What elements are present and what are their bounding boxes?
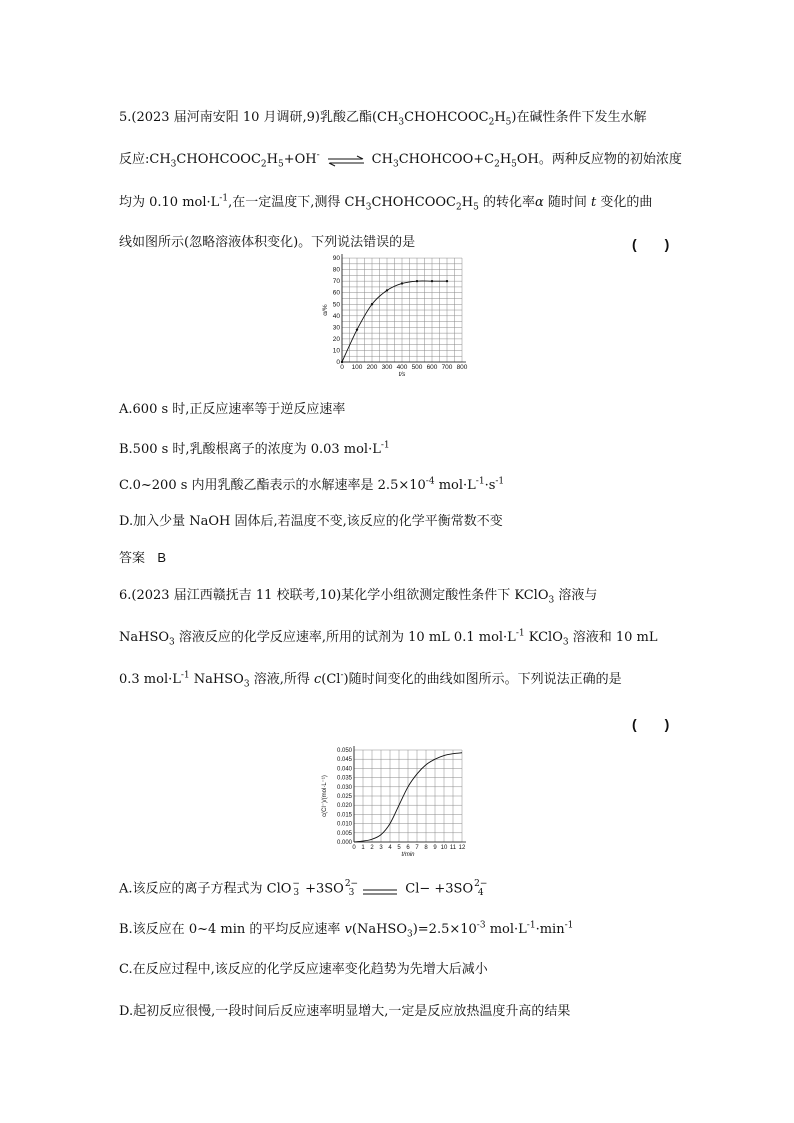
y-tick-label: 0.000 [336, 840, 352, 846]
y-tick-label: 70 [332, 278, 340, 286]
q6-stem-line-1: 6.(2023 届江西赣抚吉 11 校联考,10)某化学小组欲测定酸性条件下 KClO$_3$ 溶液与 [119, 588, 598, 606]
data-point [416, 280, 418, 282]
x-axis-label: t/min [401, 852, 415, 858]
q5-option-c: C.0~200 s 内用乳酸乙酯表示的水解速率是 $2.5\times 10^{-4}$ $mol\cdot L^{-1}\cdot s^{-1}$ [119, 476, 505, 493]
q5-stem-line-1: 5.(2023 届河南安阳 10 月调研,9)乳酸乙酯$(CH_3CHOHCOOC_2H_5)$在碱性条件下发生水解 [119, 110, 647, 128]
q6-option-b: B.该反应在 0~4 min 的平均反应速率 $v(NaHSO_3)=2.5\times 10^{-3}$ $mol\cdot L^{-1}\cdot\min^{-1}$ [119, 920, 574, 940]
q6-answer-bracket: ( ) [632, 716, 670, 732]
y-tick-label: 0.015 [336, 812, 352, 819]
q6-option-a: A.该反应的离子方程式为 ClO − 3 +3SO 2− 3 Cl− +3SO 2− 4 [119, 879, 488, 898]
q5-stem-line-4: 线如图所示(忽略溶液体积变化)。下列说法错误的是 [119, 235, 416, 250]
data-point [356, 328, 358, 330]
x-tick-label: 200 [366, 364, 378, 371]
x-tick-label: 700 [441, 364, 453, 371]
q5-option-d: D.加入少量 NaOH 固体后,若温度不变,该反应的化学平衡常数不变 [119, 514, 503, 529]
q5-stem-line-3: 均为 0.10 $mol\cdot L^{-1}$,在一定温度下,测得 $CH_3CHOHCOOC_2H_5$ 的转化率α 随时间 t 变化的曲 [119, 193, 653, 213]
x-tick-label: 500 [411, 364, 423, 371]
x-tick-label: 4 [388, 845, 392, 851]
x-tick-label: 300 [381, 364, 393, 371]
reaction-equals-icon [363, 885, 397, 893]
data-point [401, 282, 403, 284]
y-tick-label: 0.005 [336, 830, 352, 837]
y-tick-label: 80 [332, 266, 340, 274]
data-point [431, 280, 433, 282]
y-tick-label: 30 [332, 324, 340, 332]
q5-option-a: A.600 s 时,正反应速率等于逆反应速率 [119, 402, 346, 417]
chloride-concentration-vs-time-chart [318, 744, 478, 866]
y-tick-label: 0.025 [336, 794, 352, 800]
data-point [371, 303, 373, 305]
q5-option-b: B.500 s 时,乳酸根离子的浓度为 0.03 $mol\cdot L^{-1}$ [119, 440, 390, 457]
y-tick-label: 60 [332, 289, 340, 297]
y-tick-label: 0.020 [336, 803, 352, 810]
q6-stem-line-2: NaHSO$_3$ 溶液反应的化学反应速率,所用的试剂为 10 mL 0.1 $mol\cdot L^{-1}$ KClO$_3$ 溶液和 10 mL [119, 628, 658, 648]
x-tick-label: 5 [397, 845, 401, 851]
y-tick-label: 40 [332, 312, 340, 320]
x-tick-label: 1 [361, 845, 365, 851]
data-point [386, 289, 388, 291]
q6-stem-line-3: 0.3 $mol\cdot L^{-1}$ NaHSO$_3$ 溶液,所得 c(Cl-)随时间变化的曲线如图所示。下列说法正确的是 [119, 670, 622, 690]
x-tick-label: 3 [379, 845, 383, 851]
y-tick-label: 20 [332, 335, 340, 343]
y-tick-label: 0.050 [336, 748, 352, 754]
conversion-vs-time-chart [318, 255, 478, 384]
x-tick-label: 0 [340, 364, 344, 371]
x-tick-label: 400 [396, 364, 408, 371]
q5-answer: 答案 B [119, 550, 167, 565]
q5-stem-line-2: 反应$:CH_3CHOHCOOC_2H_5+OH^-$ $CH_3CHOHCOO+C_2H_5OH$。两种反应物的初始浓度 [119, 150, 682, 170]
x-tick-label: 6 [406, 845, 410, 851]
x-tick-label: 100 [351, 364, 363, 371]
y-axis-label: c(Cl⁻)/(mol·L⁻¹) [322, 775, 328, 817]
y-tick-label: 0.035 [336, 775, 352, 782]
data-point [446, 280, 448, 282]
x-tick-label: 11 [449, 845, 457, 851]
y-tick-label: 0 [336, 359, 340, 366]
y-tick-label: 0.010 [336, 821, 352, 828]
q5-answer-bracket: ( ) [632, 236, 670, 252]
x-tick-label: 12 [458, 845, 466, 851]
x-tick-label: 2 [370, 845, 374, 851]
x-tick-label: 8 [424, 845, 428, 851]
x-tick-label: 7 [415, 845, 419, 851]
x-tick-label: 600 [426, 364, 438, 371]
y-tick-label: 90 [332, 255, 340, 263]
x-tick-label: 800 [456, 364, 468, 371]
y-tick-label: 0.045 [336, 757, 352, 764]
y-tick-label: 50 [332, 301, 340, 309]
y-tick-label: 0.030 [336, 784, 352, 791]
data-point [341, 361, 343, 363]
y-axis-label: α/% [322, 304, 329, 316]
x-tick-label: 9 [433, 845, 437, 851]
y-tick-label: 0.040 [336, 766, 352, 773]
x-axis-label: t/s [398, 371, 406, 378]
equilibrium-arrow-icon [326, 155, 366, 165]
x-tick-label: 10 [440, 845, 448, 851]
q6-option-d: D.起初反应很慢,一段时间后反应速率明显增大,一定是反应放热温度升高的结果 [119, 1004, 571, 1019]
x-tick-label: 0 [352, 845, 356, 851]
q6-option-c: C.在反应过程中,该反应的化学反应速率变化趋势为先增大后减小 [119, 962, 488, 977]
y-tick-label: 10 [332, 347, 340, 355]
